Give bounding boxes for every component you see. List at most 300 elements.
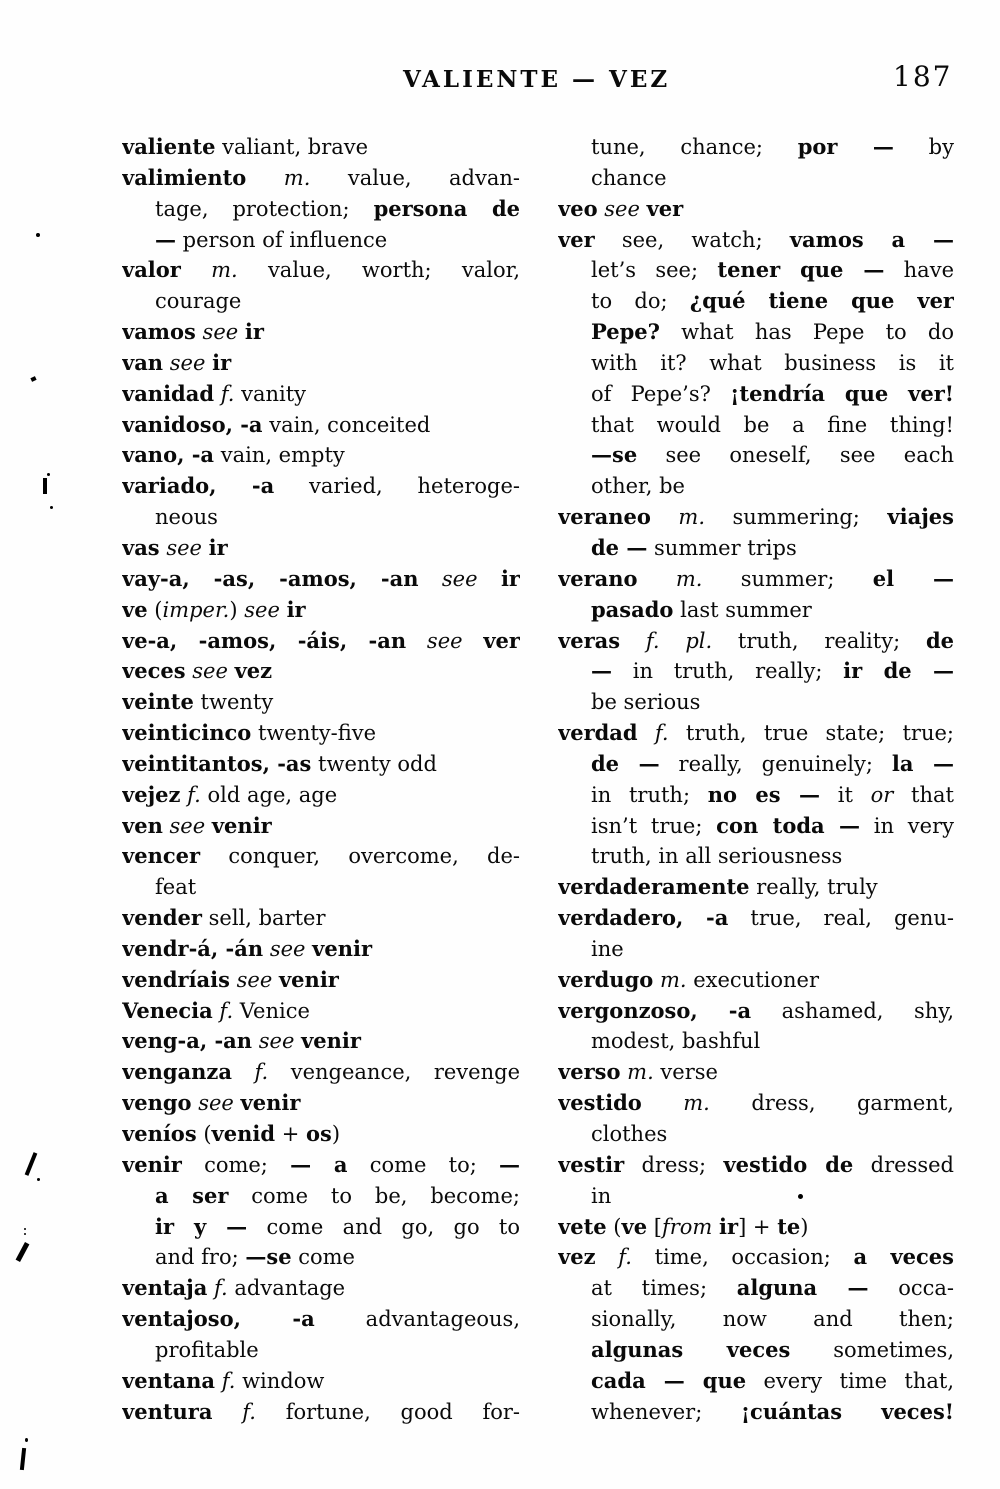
plain-text [232,1060,255,1084]
plain-text [653,968,660,992]
entry-line [558,1057,954,1088]
headword-text: viajes [887,504,954,530]
entry-line [122,533,520,564]
headword-text: te [777,1213,801,1239]
plain-text: to do; [591,289,690,314]
plain-text: in truth; [591,782,708,807]
ink-speck [798,1194,803,1199]
headword-text: con toda — [716,812,861,838]
entry-line [122,841,520,872]
plain-text: what has Pepe to do [659,320,954,345]
plain-text: last summer [673,597,812,622]
plain-text [280,598,287,622]
headword-text: vete [558,1213,607,1239]
entry-line [122,718,520,749]
plain-text: summer trips [647,535,797,560]
entry-line [558,255,954,286]
plain-text: summer; [702,566,873,591]
plain-text: neous [155,505,218,530]
plain-text: tage, protection; [155,196,374,221]
italic-text: see [236,967,273,992]
plain-text: ( [606,1214,622,1239]
italic-text: f. pl. [645,628,713,653]
running-head: VALIENTE — VEZ [403,66,671,93]
entry-line [558,749,954,780]
entry-line [122,1026,520,1057]
italic-text: see [202,320,239,345]
plain-text: in truth, really; [612,659,844,684]
plain-text [638,721,655,745]
entry-line [558,317,954,348]
italic-text: f. [242,1399,256,1424]
headword-text: — [591,658,612,684]
headword-text: alguna — [736,1275,869,1301]
headword-text: —se [591,442,638,468]
right-column [558,132,954,1427]
headword-text: vestido [558,1090,642,1116]
entry-line [122,934,520,965]
headword-text: verano [558,565,638,591]
headword-text: vejez [122,781,181,807]
plain-text [246,166,283,190]
entry-line [122,132,520,163]
headword-text: venir [240,1090,301,1116]
italic-text: m. [675,566,703,591]
headword-text: van [122,349,164,375]
italic-text: see [198,1091,234,1116]
entry-line [558,379,954,410]
headword-text: — a [290,1151,348,1177]
ink-speck [36,233,40,237]
headword-text: venir [301,1028,361,1054]
entry-line [122,1366,520,1397]
plain-text [238,320,245,344]
headword-text: veraneo [558,504,651,530]
plain-text: courage [155,289,242,314]
headword-text: vamos [122,319,196,345]
entry-line [558,595,954,626]
italic-text: f. [254,1060,269,1085]
headword-text: venganza [122,1059,232,1085]
plain-text [712,1215,719,1239]
headword-text: vestido de [723,1151,854,1177]
headword-text: veras [558,627,621,653]
entry-line [122,564,520,595]
ink-speck [25,1438,28,1442]
entry-line [558,132,954,163]
plain-text: verse [653,1060,718,1085]
plain-text: vanity [234,381,307,406]
entry-line [558,1397,954,1428]
headword-text: pasado [591,596,674,622]
entry-line [558,348,954,379]
ink-speck [20,1448,26,1470]
plain-text: with it? what business is it [591,350,954,375]
entry-line [122,1335,520,1366]
headword-text: vender [122,905,202,931]
entry-line [558,996,954,1027]
entry-line [122,348,520,379]
italic-text: see [426,628,463,653]
italic-text: or [870,782,894,807]
plain-text [181,258,211,282]
headword-text: vanidoso, -a [122,411,263,437]
plain-text: let’s see; [591,258,718,283]
entry-line [558,1242,954,1273]
headword-text: venir [122,1151,182,1177]
headword-text: vano, -a [122,442,215,468]
entry-line [122,471,520,502]
headword-text: ve [621,1213,648,1239]
plain-text [234,1091,241,1115]
plain-text: that would be a fine thing! [591,412,954,437]
italic-text: f. [219,998,234,1023]
plain-text: ( [147,597,163,622]
entry-line [558,1088,954,1119]
plain-text: every time that, [746,1368,954,1393]
headword-text: ventana [122,1367,216,1393]
headword-text: venid [211,1121,276,1146]
entry-line [558,502,954,533]
entry-line [122,286,520,317]
entry-line [558,1212,954,1243]
entry-line [558,225,954,256]
plain-text: in [591,1183,612,1208]
entry-line [558,718,954,749]
headword-text: algunas veces [591,1336,791,1362]
headword-text: verso [558,1059,621,1085]
headword-text: veces [122,658,186,684]
left-column [122,132,520,1427]
headword-text: ve [122,596,148,622]
entry-line [122,626,520,657]
headword-text: ¡tendría que ver! [730,380,954,406]
headword-text: persona de [373,195,520,221]
plain-text [215,1369,222,1393]
plain-text [163,351,170,375]
plain-text: come and go, go to [247,1214,520,1239]
entry-line [558,811,954,842]
plain-text [418,567,441,591]
plain-text [202,536,209,560]
italic-text: imper. [162,597,230,622]
ink-speck [43,478,47,494]
headword-text: ir [208,534,228,560]
ink-speck [50,506,53,509]
entry-line [122,1119,520,1150]
plain-text [272,968,279,992]
plain-text: conquer, overcome, de- [200,844,520,869]
italic-text: m. [659,967,687,992]
plain-text: varied, heteroge- [274,474,520,499]
headword-text: veníos [122,1121,197,1146]
plain-text: twenty odd [311,751,437,776]
italic-text: m. [627,1060,654,1085]
entry-line [558,1181,954,1212]
plain-text: whenever; [591,1399,741,1424]
plain-text: old age, age [200,782,338,807]
headword-text: Pepe? [591,319,660,345]
headword-text: ver [558,226,595,252]
entry-line [122,1273,520,1304]
entry-line [122,1150,520,1181]
entry-line [558,1150,954,1181]
headword-text: ventaja [122,1275,208,1301]
entry-line [558,471,954,502]
plain-text: modest, bashful [591,1029,761,1054]
plain-text [212,1400,242,1424]
plain-text: come [291,1245,355,1270]
plain-text: truth, in all seriousness [591,844,843,869]
plain-text: tune, chance; [591,135,798,159]
italic-text: f. [187,782,201,807]
headword-text: os [305,1121,332,1146]
entry-line [558,440,954,471]
headword-text: veo [558,195,598,221]
italic-text: m. [211,258,238,283]
plain-text: fortune, good for- [255,1399,520,1424]
plain-text: value, advan- [310,165,520,190]
headword-text: vengo [122,1090,192,1116]
entry-line [558,965,954,996]
ink-speck [24,1228,26,1230]
entry-line [122,811,520,842]
headword-text: Venecia [122,997,213,1023]
headword-text: ¡cuántas veces! [740,1398,954,1424]
plain-text: come; [181,1152,291,1177]
plain-text: sell, barter [201,906,326,931]
headword-text: valor [122,257,181,283]
headword-text: venir [278,966,339,992]
italic-text: m. [283,165,311,190]
plain-text [228,659,235,683]
italic-text: see [258,1029,295,1054]
headword-text: de — [591,750,660,776]
plain-text: advantageous, [314,1307,520,1332]
headword-text: el — [872,565,954,591]
entry-line [558,286,954,317]
headword-text: — [155,226,176,252]
headword-text: tener que — [717,257,885,283]
headword-text: ver [483,627,520,653]
ink-speck [25,1152,38,1176]
plain-text: of Pepe’s? [591,381,731,406]
italic-text: f. [221,1368,236,1393]
plain-text: really, truly [749,875,878,900]
headword-text: vestir [558,1151,625,1177]
headword-text: por — [797,134,894,159]
plain-text: occa- [868,1276,954,1301]
headword-text: ¿qué tiene que ver [689,288,954,314]
plain-text: valiant, brave [215,135,369,159]
headword-text: vendríais [122,966,230,992]
headword-text: veng-a, -an [122,1028,253,1054]
plain-text [640,197,647,221]
entry-line [122,410,520,441]
headword-text: vendr-á, -án [122,935,264,961]
plain-text: see, watch; [594,227,790,252]
plain-text [596,1245,619,1269]
plain-text: clothes [591,1122,668,1146]
plain-text: window [235,1368,325,1393]
plain-text: ( [196,1122,212,1146]
plain-text [196,320,203,344]
italic-text: see [169,350,206,375]
plain-text: come to be, become; [228,1183,520,1208]
headword-text: ver [646,195,684,221]
headword-text: vencer [122,843,201,869]
plain-text: ashamed, shy, [751,998,954,1023]
entry-line [122,1057,520,1088]
entry-line [122,996,520,1027]
entry-line [558,1335,954,1366]
italic-text: see [166,535,202,560]
plain-text: summering; [705,505,888,530]
italic-text: see [269,936,306,961]
plain-text: vain, conceited [262,412,431,437]
plain-text [252,1029,259,1053]
headword-text: vez [558,1244,596,1270]
entry-line [122,255,520,286]
italic-text: f. [618,1245,632,1270]
plain-text: + [275,1122,306,1146]
headword-text: vas [122,534,160,560]
plain-text: profitable [155,1337,259,1362]
plain-text: be serious [591,690,701,715]
entry-line [122,749,520,780]
headword-text: verdadero, -a [558,905,729,931]
plain-text: see oneself, see each [637,443,954,468]
headword-text: a ser [155,1182,229,1208]
plain-text: other, be [591,474,685,499]
entry-line [558,841,954,872]
entry-line [122,194,520,225]
italic-text: see [169,813,206,838]
entry-line [122,780,520,811]
headword-text: ven [122,812,163,838]
plain-text: time, occasion; [631,1245,854,1270]
entry-line [558,564,954,595]
plain-text: by [893,135,954,159]
italic-text: see [244,597,280,622]
headword-text: vanidad [122,380,215,406]
plain-text [230,968,237,992]
plain-text [642,1091,684,1115]
plain-text: truth, true state; true; [668,721,954,746]
entry-line [558,656,954,687]
headword-text: venir [211,812,272,838]
entry-line [122,1088,520,1119]
entry-line [558,780,954,811]
entry-line [122,965,520,996]
plain-text: truth, reality; [712,628,926,653]
plain-text: feat [155,875,197,900]
plain-text: have [884,258,954,283]
headword-text: verdaderamente [558,874,750,900]
headword-text: ir [286,596,306,622]
headword-text: vergonzoso, -a [558,997,752,1023]
plain-text: sometimes, [790,1337,954,1362]
ink-speck [16,1242,30,1262]
entry-line [122,903,520,934]
entry-line [558,410,954,441]
headword-text: de [925,627,954,653]
plain-text [620,629,646,653]
entry-line [122,872,520,903]
entry-line [558,626,954,657]
plain-text [163,814,170,838]
headword-text: verdad [558,720,638,746]
plain-text: [ [647,1214,662,1239]
headword-text: la — [891,750,954,776]
entry-line [558,533,954,564]
plain-text: that [893,782,954,807]
headword-text: ir [244,319,264,345]
plain-text: sionally, now and then; [591,1307,954,1332]
plain-text: ) [800,1214,809,1239]
entry-line [122,656,520,687]
plain-text: come to; [347,1152,499,1177]
plain-text [214,382,221,406]
plain-text [205,814,212,838]
plain-text [406,629,427,653]
ink-speck [24,1233,26,1235]
plain-text: vain, empty [214,443,345,468]
page-number: 187 [893,60,953,93]
plain-text: person of influence [176,227,388,252]
headword-text: cada — que [591,1367,747,1393]
entry-line [122,1304,520,1335]
plain-text: ) [229,597,245,622]
italic-text: see [604,196,640,221]
entry-line [122,225,520,256]
plain-text: and fro; [155,1245,246,1270]
entry-line [122,163,520,194]
italic-text: f. [654,721,669,746]
plain-text: in very [860,813,954,838]
entry-line [122,317,520,348]
headword-text: veinte [122,689,194,715]
headword-text: ir de — [843,658,954,684]
headword-text: verdugo [558,966,654,992]
plain-text: chance [591,165,667,190]
entry-line [558,903,954,934]
entry-line [558,872,954,903]
headword-text: valiente [122,134,216,159]
headword-text: no es — [707,781,820,807]
headword-text: ventajoso, -a [122,1306,315,1332]
plain-text: value, worth; valor, [237,258,520,283]
entry-line [122,1397,520,1428]
entry-line [558,1273,954,1304]
entry-line [558,1304,954,1335]
ink-speck [47,473,50,476]
headword-text: venir [312,935,373,961]
plain-text [638,567,676,591]
headword-text: variado, -a [122,473,275,499]
plain-text [463,629,484,653]
entry-line [122,440,520,471]
italic-text: m. [683,1091,710,1116]
entry-line [558,934,954,965]
plain-text: executioner [686,967,820,992]
plain-text: at times; [591,1276,737,1301]
headword-text: vay-a, -as, -amos, -an [122,565,419,591]
entry-line [558,163,954,194]
headword-text: ir [212,349,232,375]
headword-text: veinticinco [122,720,252,746]
plain-text: ine [591,936,624,961]
